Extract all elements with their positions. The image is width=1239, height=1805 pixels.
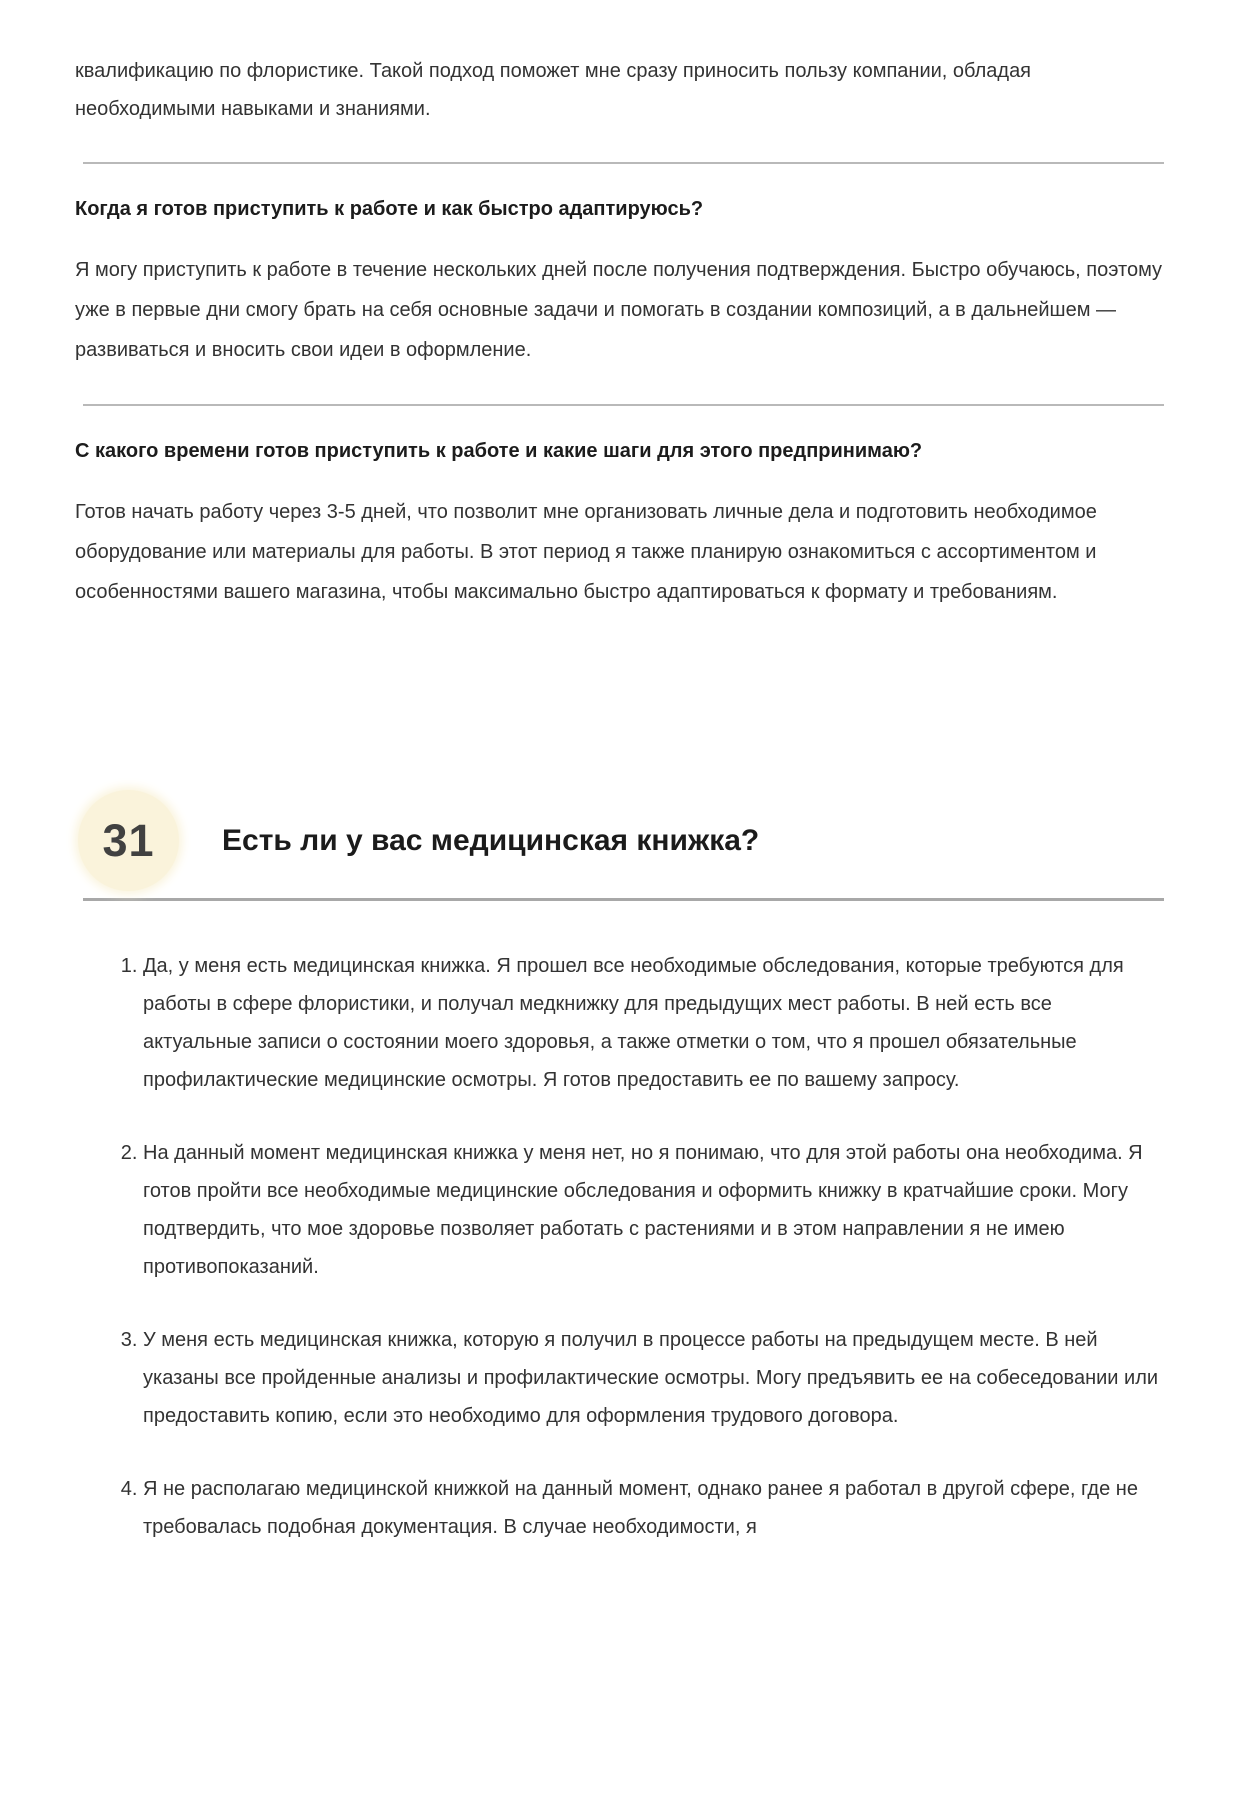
section-title: Есть ли у вас медицинская книжка?	[222, 823, 760, 857]
document-page	[0, 52, 1239, 1805]
question-heading-2: С какого времени готов приступить к работе и какие шаги для этого предпринимаю?	[75, 440, 923, 462]
section-divider	[83, 898, 1164, 901]
section-number-badge	[78, 790, 179, 891]
divider	[83, 404, 1164, 406]
divider	[83, 162, 1164, 164]
list-item: 4. Я не располагаю медицинской книжкой на данный момент, однако ранее я работал в другой сфере, где не требовалась подобная документация. В случае необходимости, я	[143, 1470, 1164, 1546]
list-item: 2. На данный момент медицинская книжка у меня нет, но я понимаю, что для этой работы она необходима. Я готов пройти все необходимые медицинские обследования и оформить книжку в кратчайшие сроки. Могу подтвердить, что мое здоровье позволяет работать с растениями и в этом направлении я не имею противопоказаний.	[143, 1134, 1164, 1286]
section-header	[75, 790, 1164, 891]
intro-paragraph: квалификацию по флористике. Такой подход поможет мне сразу приносить пользу компании, обладая необходимыми навыками и знаниями.	[75, 60, 1032, 120]
section-number: 31	[102, 814, 155, 866]
list-item: 3. У меня есть медицинская книжка, которую я получил в процессе работы на предыдущем месте. В ней указаны все пройденные анализы и профилактические осмотры. Могу предъявить ее на собеседовании или предоставить копию, если это необходимо для оформления трудового договора.	[143, 1321, 1164, 1435]
answer-paragraph-2: Готов начать работу через 3-5 дней, что позволит мне организовать личные дела и подготовить необходимое оборудование или материалы для работы. В этот период я также планирую ознакомиться с ассортиментом и особенностями вашего магазина, чтобы максимально быстро адаптироваться к формату и требованиям.	[75, 501, 1097, 603]
answer-paragraph-1: Я могу приступить к работе в течение нескольких дней после получения подтверждения. Быстро обучаюсь, поэтому уже в первые дни смогу брать на себя основные задачи и помогать в создании композиций, а в дальнейшем — развиваться и вносить свои идеи в оформление.	[75, 259, 1163, 361]
answers-list	[75, 947, 1164, 1546]
list-item: 1. Да, у меня есть медицинская книжка. Я прошел все необходимые обследования, которые требуются для работы в сфере флористики, и получал медкнижку для предыдущих мест работы. В ней есть все актуальные записи о состоянии моего здоровья, а также отметки о том, что я прошел обязательные профилактические медицинские осмотры. Я готов предоставить ее по вашему запросу.	[143, 947, 1164, 1099]
question-heading-1: Когда я готов приступить к работе и как быстро адаптируюсь?	[75, 198, 704, 220]
